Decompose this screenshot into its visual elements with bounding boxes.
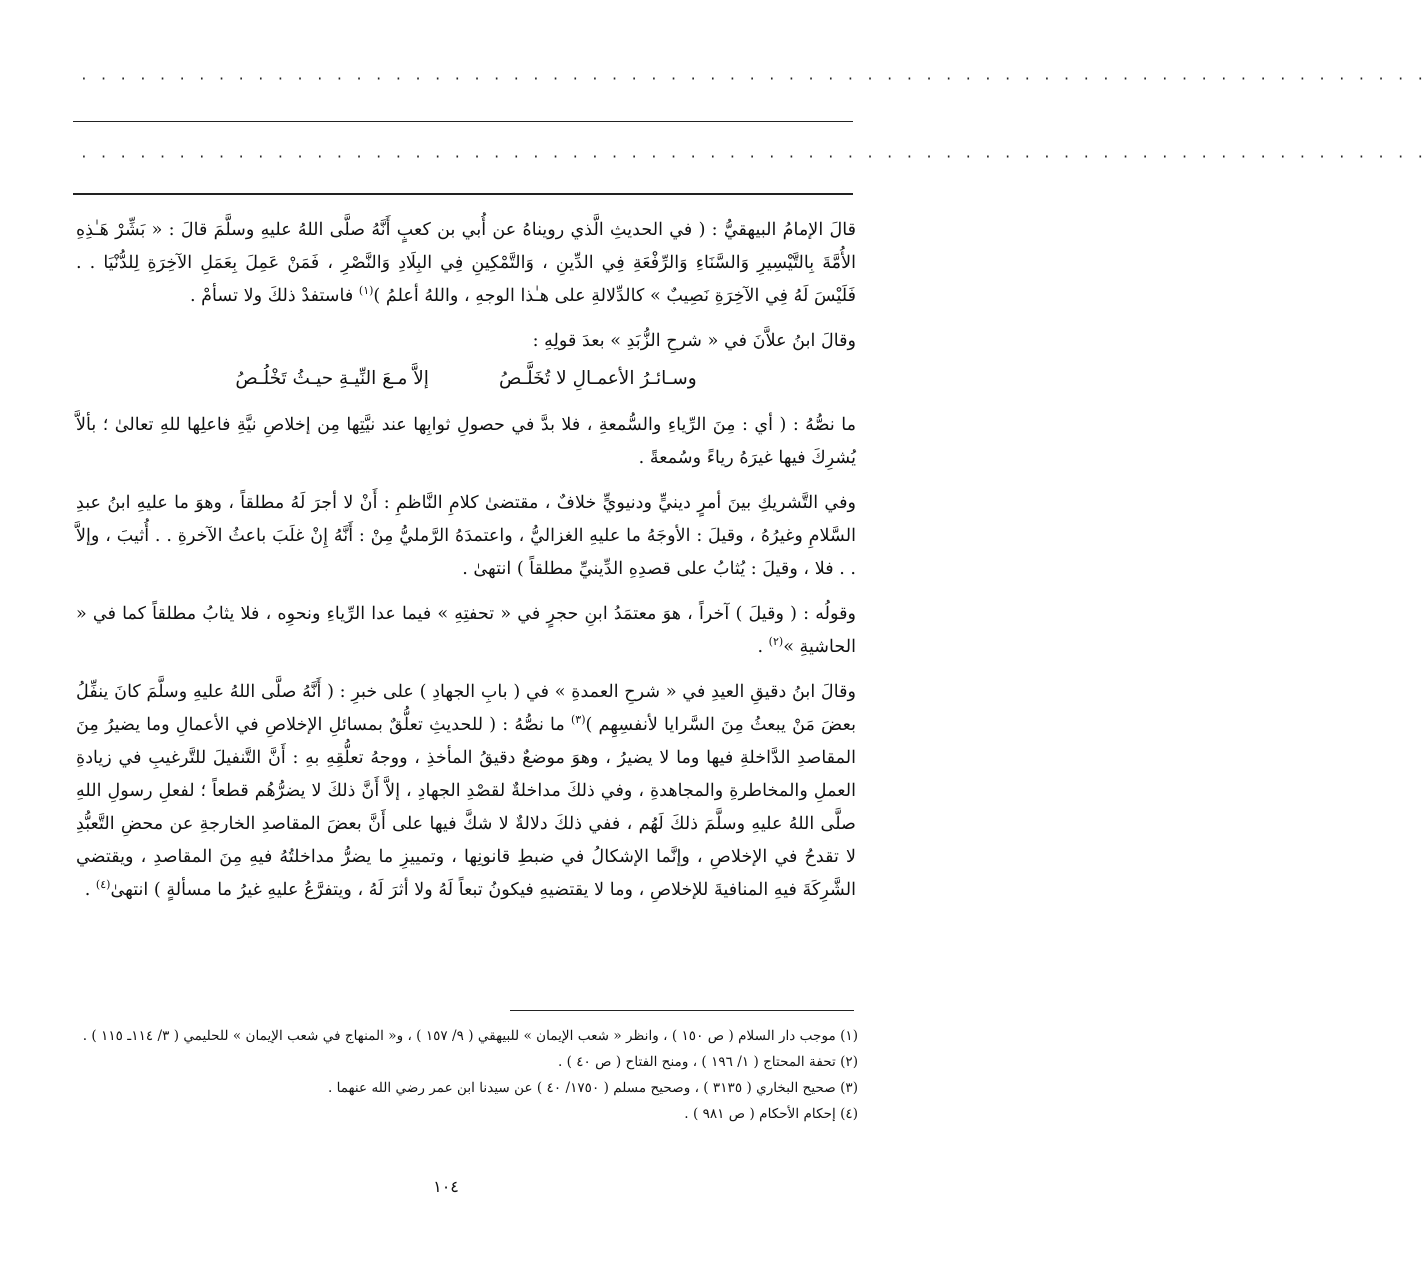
- footnote-ref: (٣): [571, 713, 586, 727]
- footnote-4: (٤) إحكام الأحكام ( ص ٩٨١ ) .: [684, 1106, 858, 1122]
- verse-first-hemistich: وسـائـرُ الأعمـالِ لا تُخَلَّـصُ: [498, 368, 697, 389]
- paragraph-bayhaqi: [76, 214, 856, 313]
- paragraph-text: قالَ الإمامُ البيهقيُّ : ( في الحديثِ الَّذي رويناهُ عن أُبي بن كعبٍ أَنَّهُ صلَّى اللهُ عليهِ وسلَّمَ قالَ : « بَشِّرْ هَـٰذِهِ الأُمَّةَ بِالتَّيْسِيرِ وَالسَّنَاءِ وَالرِّفْعَةِ فِي الدِّينِ ، وَالتَّمْكِينِ فِي البِلَادِ وَالنَّصْرِ ، فَمَنْ عَمِلَ بِعَمَلِ الآخِرَةِ لِلدُّنْيَا . . فَلَيْسَ لَهُ فِي الآخِرَةِ نَصِيبٌ » كالدِّلالةِ على هـٰذا الوجهِ ، واللهُ أعلمُ ): [76, 220, 856, 306]
- paragraph-tashrik: وفي التَّشريكِ بينَ أمرٍ دينيٍّ ودنيويٍّ خلافٌ ، مقتضىٰ كلامِ النَّاظمِ : أَنْ لا أجرَ لَهُ مطلقاً ، وهوَ ما عليهِ ابنُ عبدِ السَّلامِ وغيرُهُ ، وقيلَ : الأوجَهُ ما عليهِ الغزاليُّ ، واعتمدَهُ الرَّمليُّ مِنْ : أَنَّهُ إِنْ غلَبَ باعثُ الآخرةِ . . أُثيبَ ، وإلاَّ . . فلا ، وقيلَ : يُثابُ على قصدِهِ الدِّينيِّ مطلقاً ) انتهىٰ .: [76, 493, 856, 579]
- verse-second-hemistich: إلاَّ مـعَ النِّيـةِ حيـثُ تَخْلُـصُ: [235, 368, 429, 389]
- paragraph-ibn-allan: وقالَ ابنُ علاَّنَ في « شرحِ الزُّبَدِ » بعدَ قولِهِ :: [532, 331, 856, 351]
- paragraph-qawluhu: [76, 598, 856, 664]
- paragraph-ibn-daqiq: [76, 676, 856, 907]
- page-number: ١٠٤: [433, 1177, 459, 1196]
- paragraph-text: وقالَ ابنُ دقيقِ العيدِ في « شرحِ العمدةِ » في ( بابِ الجهادِ ) على خبرِ : ( أَنَّهُ صلَّى اللهُ عليهِ وسلَّمَ كانَ ينفِّلُ بعضَ مَنْ يبعثُ مِنَ السَّرايا لأنفسِهِم ): [76, 682, 856, 735]
- footnote-ref: (٢): [768, 635, 784, 649]
- paragraph-commentary: ما نصُّهُ : ( أي : مِنَ الرِّياءِ والسُّمعةِ ، فلا بدَّ في حصولِ ثوابِها عند نيَّتِها مِن إخلاصِ نيَّةِ فاعلِها للهِ تعالىٰ ؛ بألاَّ يُشرِكَ فيها غيرَهُ رياءً وسُمعةً .: [76, 415, 856, 468]
- footnote-2: (٢) تحفة المحتاج ( ١/ ١٩٦ ) ، ومنح الفتاح ( ص ٤٠ ) .: [557, 1054, 858, 1070]
- footnote-3: (٣) صحيح البخاري ( ٣١٣٥ ) ، وصحيح مسلم ( ١٧٥٠/ ٤٠ ) عن سيدنا ابن عمر رضي الله عنهما .: [328, 1080, 858, 1096]
- paragraph-text-middle: ما نصُّهُ : ( للحديثِ تعلُّقٌ بمسائلِ الإخلاصِ في الأعمالِ وما يضيرُ مِنَ المقاصدِ الدَّاخلةِ فيها وما لا يضيرُ ، وهوَ موضعٌ دقيقُ المأخذِ ، ووجهُ تعلُّقِهِ بهِ : أَنَّ التَّنفيلَ للتَّرغيبِ في زيادةِ العملِ والمخاطرةِ والمجاهدةِ ، وفي ذلكَ مداخلةٌ لقصْدِ الجهادِ ، إلاَّ أَنَّ ذلكَ لا يضرُّهُم قطعاً ؛ لفعلِ رسولِ اللهِ صلَّى اللهُ عليهِ وسلَّمَ ذلكَ لَهُم ، ففي ذلكَ دلالةٌ لا شكَّ فيها على أَنَّ بعضَ المقاصدِ الخارجةِ عن محضِ التَّعبُّدِ لا تقدحُ في الإخلاصِ ، وإنَّما الإشكالُ في ضبطِ قانونِها ، وتمييزِ ما يضرُّ مداخلتُهُ فيهِ مِنَ المقاصدِ ، ويقتضي الشَّرِكَةَ فيهِ المنافيةَ للإخلاصِ ، وما لا يقتضيهِ فيكونُ تبعاً لَهُ ولا أثرَ لَهُ ، ويتفرَّعُ عليهِ غيرُ ما مسألةٍ ) انتهىٰ: [76, 715, 856, 900]
- paragraph-text-end: .: [757, 637, 769, 657]
- main-text: [76, 214, 856, 919]
- dotted-line-bottom: · · · · · · · · · · · · · · · · · · · · · · · · · · · · · · · · · · · · · · · · · · · · · · · · · · · · · · · · · · · · · · · · · · · · ·: [80, 150, 1426, 165]
- footnote-separator: [510, 1010, 854, 1011]
- paragraph-text: وقولُه : ( وقيلَ ) آخراً ، هوَ معتمَدُ ابنِ حجرٍ في « تحفتِهِ » فيما عدا الرِّياءِ ونحوِه ، فلا يثابُ مطلقاً كما في « الحاشيةِ »: [76, 604, 856, 657]
- body-top-rule: [73, 193, 853, 195]
- footnote-ref: (٤): [95, 878, 111, 892]
- footnote-1: (١) موجب دار السلام ( ص ١٥٠ ) ، وانظر « شعب الإيمان » للبيهقي ( ٩/ ١٥٧ ) ، و« المنهاج في شعب الإيمان » للحليمي ( ٣/ ١١٤ـ ١١٥ ) .: [82, 1028, 858, 1044]
- footnote-ref: (١): [358, 284, 374, 298]
- footnotes: [76, 1024, 858, 1128]
- dotted-line-top: · · · · · · · · · · · · · · · · · · · · · · · · · · · · · · · · · · · · · · · · · · · · · · · · · · · · · · · · · · · · · · · · · · · · ·: [80, 72, 1426, 87]
- poem-verse: [76, 362, 856, 395]
- paragraph-text-end: فاستفدْ ذلكَ ولا تسأمْ .: [189, 286, 359, 306]
- header-rule: [73, 121, 853, 122]
- paragraph-text-end: .: [84, 880, 96, 900]
